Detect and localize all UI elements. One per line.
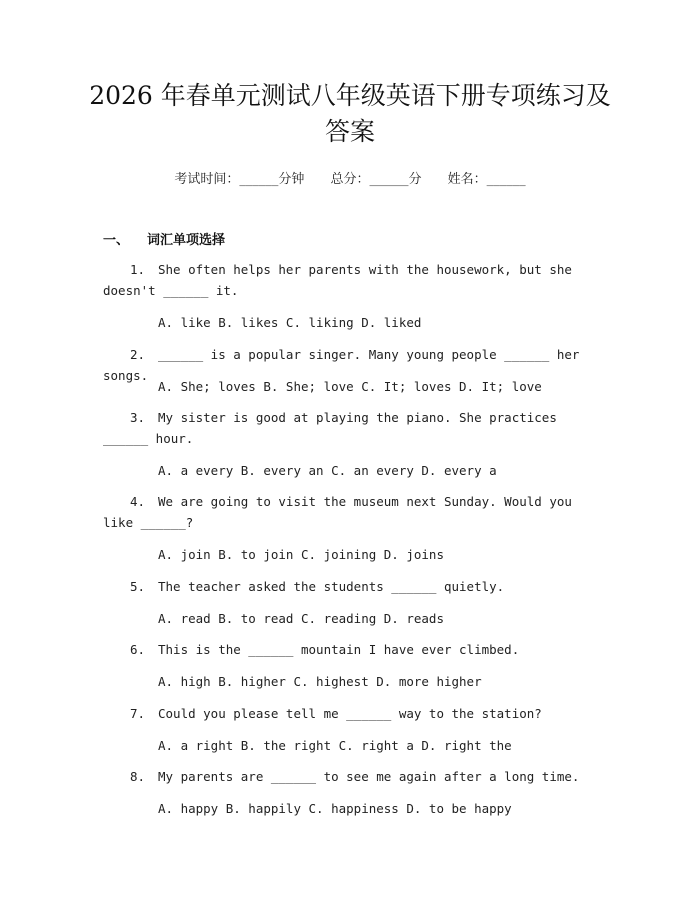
question-6	[103, 639, 593, 660]
question-text: The teacher asked the students ______ quietly.	[158, 579, 505, 594]
question-4	[103, 491, 593, 533]
question-5	[103, 576, 593, 597]
student-name: 姓名：______	[447, 172, 526, 187]
question-3-options: A. a every B. every an C. an every D. every a	[158, 463, 497, 478]
question-7-options: A. a right B. the right C. right a D. right the	[158, 738, 512, 753]
question-4-options: A. join B. to join C. joining D. joins	[158, 547, 444, 562]
question-number: 3.	[130, 410, 146, 425]
question-number: 5.	[130, 579, 146, 594]
question-6-options: A. high B. higher C. highest D. more higher	[158, 674, 482, 689]
question-text: Could you please tell me ______ way to the station?	[158, 706, 542, 721]
question-1-options: A. like B. likes C. liking D. liked	[158, 315, 422, 330]
question-text: My parents are ______ to see me again after a long time.	[158, 769, 580, 784]
question-number: 4.	[130, 494, 146, 509]
question-text: She often helps her parents with the housework, but she doesn't ______ it.	[103, 262, 572, 298]
question-8-options: A. happy B. happily C. happiness D. to be happy	[158, 801, 512, 816]
question-text: This is the ______ mountain I have ever climbed.	[158, 642, 520, 657]
section-label: 词汇单项选择	[147, 233, 226, 248]
question-3	[103, 407, 593, 449]
question-7	[103, 703, 593, 724]
question-1	[103, 259, 593, 301]
question-2-options: A. She; loves B. She; love C. It; loves D. It; love	[158, 379, 542, 394]
question-number: 8.	[130, 769, 146, 784]
exam-time: 考试时间：______分钟	[174, 172, 305, 187]
question-number: 7.	[130, 706, 146, 721]
question-number: 6.	[130, 642, 146, 657]
document-title: 2026 年春单元测试八年级英语下册专项练习及答案	[89, 81, 611, 146]
section-heading	[103, 229, 225, 248]
question-5-options: A. read B. to read C. reading D. reads	[158, 611, 444, 626]
question-text: We are going to visit the museum next Sunday. Would you like ______?	[103, 494, 572, 530]
exam-info	[0, 168, 700, 187]
question-8	[103, 766, 593, 787]
total-score: 总分：______分	[330, 172, 422, 187]
question-text: ______ is a popular singer. Many young people ______ her songs.	[103, 347, 580, 383]
question-text: My sister is good at playing the piano. She practices ______ hour.	[103, 410, 557, 446]
question-number: 2.	[130, 347, 146, 362]
question-number: 1.	[130, 262, 146, 277]
section-number: 一、	[103, 233, 130, 248]
